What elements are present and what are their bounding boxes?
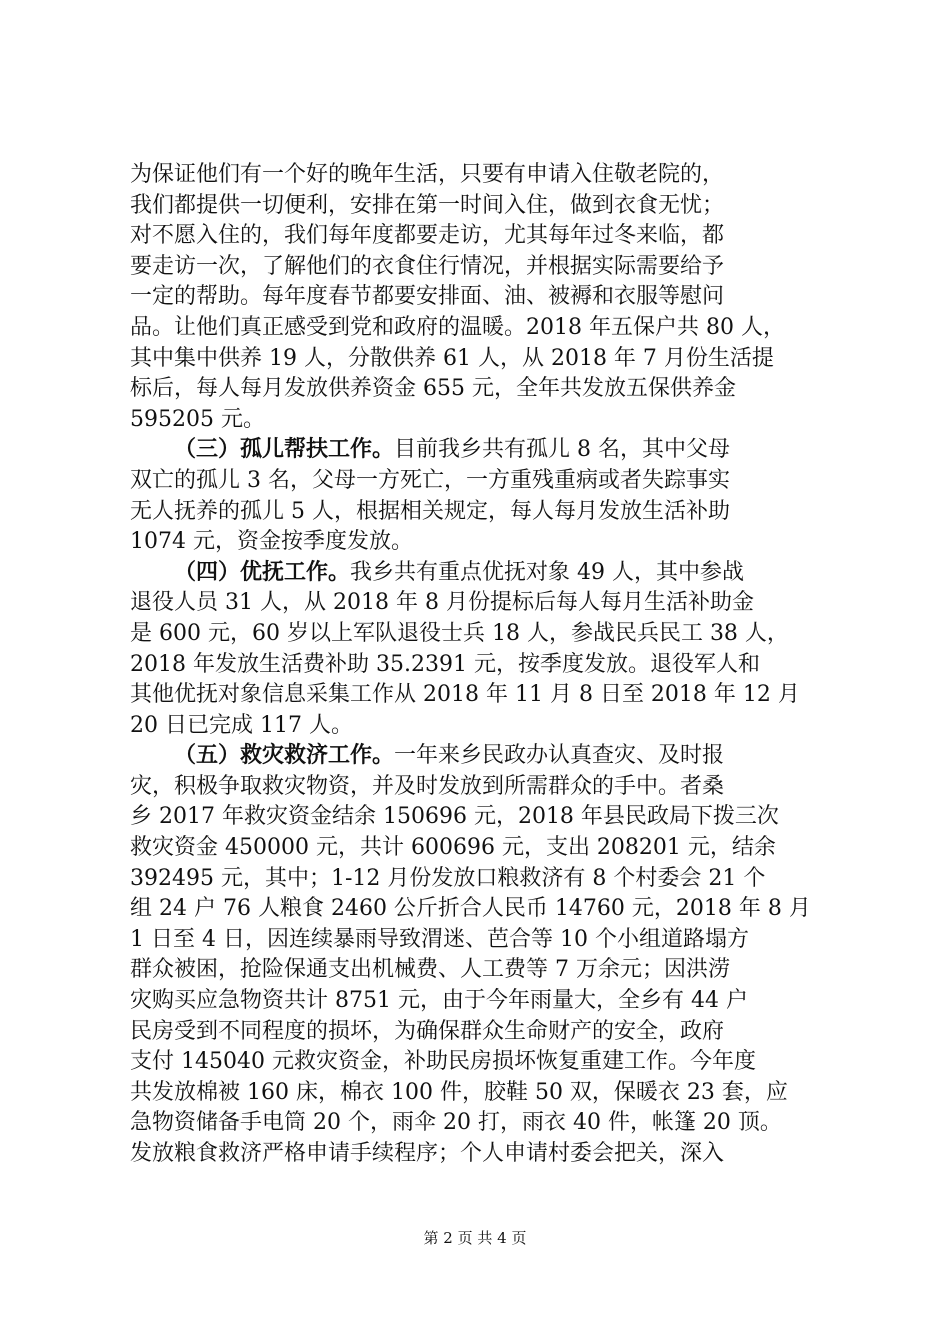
body-text-line xyxy=(130,772,830,803)
section-heading: （四）优抚工作。 xyxy=(174,559,351,585)
line-text: 乡 2017 年救灾资金结余 150696 元，2018 年县民政局下拨三次 xyxy=(130,804,779,830)
section-heading-line xyxy=(130,741,830,772)
line-text: 其中集中供养 19 人，分散供养 61 人，从 2018 年 7 月份生活提 xyxy=(130,345,774,371)
line-text: 发放粮食救济严格申请手续程序；个人申请村委会把关，深入 xyxy=(130,1141,725,1166)
line-text: 灾购买应急物资共计 8751 元，由于今年雨量大，全乡有 44 户 xyxy=(130,988,748,1014)
body-text-line xyxy=(130,833,830,864)
line-text: 无人抚养的孤儿 5 人，根据相关规定，每人每月发放生活补助 xyxy=(130,498,730,524)
body-text-line xyxy=(130,894,830,925)
body-text-line xyxy=(130,1139,830,1170)
body-text-line xyxy=(130,955,830,986)
body-text-line xyxy=(130,1108,830,1139)
line-text: 灾，积极争取救灾物资，并及时发放到所需群众的手中。者桑 xyxy=(130,773,725,799)
line-text: 1 日至 4 日，因连续暴雨导致渭迷、芭合等 10 个小组道路塌方 xyxy=(130,926,749,952)
line-text: 退役人员 31 人，从 2018 年 8 月份提标后每人每月生活补助金 xyxy=(130,590,754,616)
line-text: 是 600 元，60 岁以上军队退役士兵 18 人，参战民兵民工 38 人， xyxy=(130,620,789,646)
line-text: 为保证他们有一个好的晚年生活，只要有申请入住敬老院的， xyxy=(130,162,725,187)
line-text: 一定的帮助。每年度春节都要安排面、油、被褥和衣服等慰问 xyxy=(130,284,725,310)
section-heading: （五）救灾救济工作。 xyxy=(174,743,395,769)
line-text: 1074 元，资金按季度发放。 xyxy=(130,529,413,555)
body-text-line xyxy=(130,925,830,956)
body-text-line xyxy=(130,374,830,405)
line-text: 双亡的孤儿 3 名，父母一方死亡，一方重残重病或者失踪事实 xyxy=(130,467,730,493)
line-text: 共发放棉被 160 床，棉衣 100 件，胶鞋 50 双，保暖衣 23 套，应 xyxy=(130,1079,788,1105)
body-text-line xyxy=(130,588,830,619)
body-text-line xyxy=(130,344,830,375)
body-text-line xyxy=(130,282,830,313)
line-text: 392495 元，其中；1-12 月份发放口粮救济有 8 个村委会 21 个 xyxy=(130,865,766,891)
body-text-line xyxy=(130,191,830,222)
line-text: 急物资储备手电筒 20 个，雨伞 20 打，雨衣 40 件，帐篷 20 顶。 xyxy=(130,1110,782,1136)
body-text-line xyxy=(130,252,830,283)
page-footer: 第 2 页 共 4 页 xyxy=(423,1229,527,1247)
body-text-line xyxy=(130,497,830,528)
line-text: 组 24 户 76 人粮食 2460 公斤折合人民币 14760 元，2018 年 8 月 xyxy=(130,896,811,922)
body-text-line xyxy=(130,680,830,711)
line-text: 其他优抚对象信息采集工作从 2018 年 11 月 8 日至 2018 年 12 月 xyxy=(130,682,800,708)
body-text-line xyxy=(130,1047,830,1078)
body-text-line xyxy=(130,1078,830,1109)
line-text: 20 日已完成 117 人。 xyxy=(130,712,353,738)
line-text: 群众被困，抢险保通支出机械费、人工费等 7 万余元；因洪涝 xyxy=(130,957,730,983)
body-text-line xyxy=(130,802,830,833)
body-text-line xyxy=(130,313,830,344)
line-text: 我乡共有重点优抚对象 49 人，其中参战 xyxy=(350,559,744,585)
document-body xyxy=(130,160,830,1170)
line-text: 品。让他们真正感受到党和政府的温暖。2018 年五保户共 80 人， xyxy=(130,314,785,340)
body-text-line xyxy=(130,711,830,742)
line-text: 标后，每人每月发放供养资金 655 元，全年共发放五保供养金 xyxy=(130,376,736,402)
body-text-line xyxy=(130,405,830,436)
body-text-line xyxy=(130,221,830,252)
body-text-line xyxy=(130,619,830,650)
line-text: 一年来乡民政办认真查灾、及时报 xyxy=(394,743,725,769)
line-text: 595205 元。 xyxy=(130,406,265,432)
section-heading-line xyxy=(130,558,830,589)
line-text: 我们都提供一切便利，安排在第一时间入住，做到衣食无忧； xyxy=(130,192,725,218)
body-text-line xyxy=(130,160,830,191)
line-text: 对不愿入住的，我们每年度都要走访，尤其每年过冬来临，都 xyxy=(130,223,725,249)
section-heading: （三）孤儿帮扶工作。 xyxy=(174,437,395,463)
body-text-line xyxy=(130,1017,830,1048)
body-text-line xyxy=(130,864,830,895)
body-text-line xyxy=(130,986,830,1017)
body-text-line xyxy=(130,650,830,681)
line-text: 目前我乡共有孤儿 8 名，其中父母 xyxy=(394,437,731,463)
body-text-line xyxy=(130,466,830,497)
line-text: 民房受到不同程度的损坏，为确保群众生命财产的安全，政府 xyxy=(130,1018,725,1044)
line-text: 2018 年发放生活费补助 35.2391 元，按季度发放。退役军人和 xyxy=(130,651,760,677)
line-text: 救灾资金 450000 元，共计 600696 元，支出 208201 元，结余 xyxy=(130,835,776,861)
section-heading-line xyxy=(130,435,830,466)
body-text-line xyxy=(130,527,830,558)
line-text: 要走访一次，了解他们的衣食住行情况，并根据实际需要给予 xyxy=(130,253,725,279)
line-text: 支付 145040 元救灾资金，补助民房损坏恢复重建工作。今年度 xyxy=(130,1049,756,1075)
